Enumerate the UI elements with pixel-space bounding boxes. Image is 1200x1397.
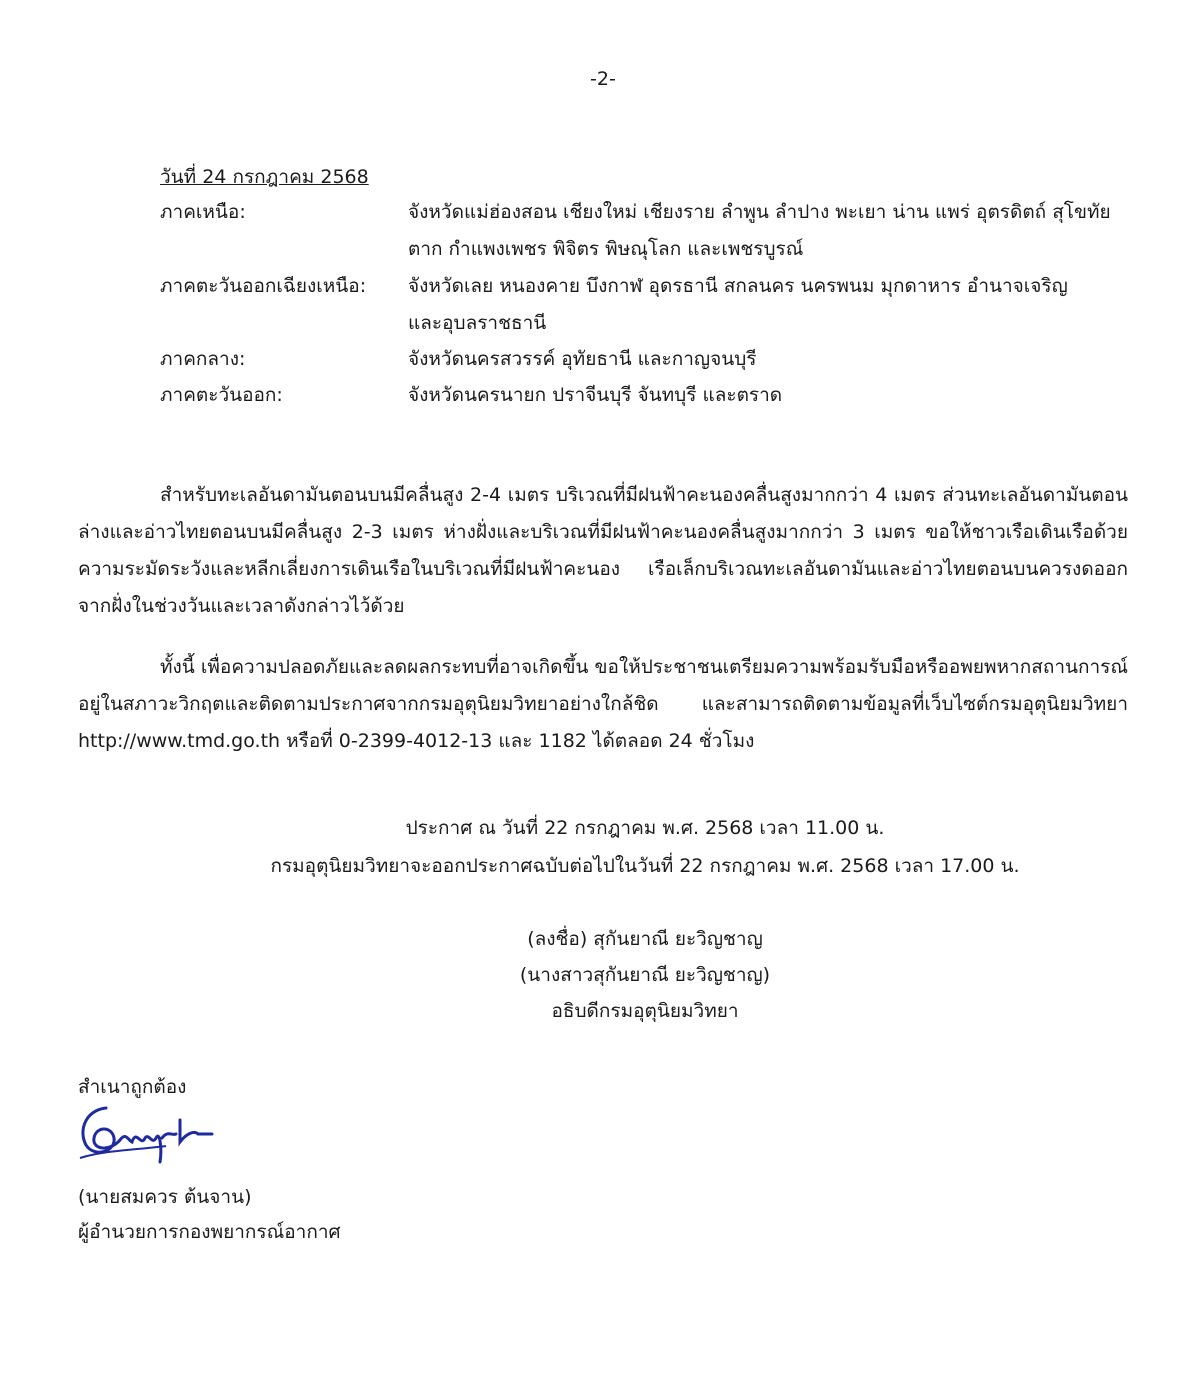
handwritten-signature bbox=[76, 1100, 221, 1166]
announcement-issued: ประกาศ ณ วันที่ 22 กรกฎาคม พ.ศ. 2568 เวลา 11.00 น. bbox=[405, 817, 885, 839]
region-provinces: และอุบลราชธานี bbox=[408, 312, 547, 334]
certified-title: ผู้อำนวยการกองพยากรณ์อากาศ bbox=[78, 1221, 341, 1243]
safety-paragraph: ทั้งนี้ เพื่อความปลอดภัยและลดผลกระทบที่อาจเกิดขึ้น ขอให้ประชาชนเตรียมความพร้อมรับมือหรืออพยพหากสถานการณ์อยู่ในสภาวะวิกฤตและติดตามประกาศจากกรมอุตุนิยมวิทยาอย่างใกล้ชิด และสามารถติดตามข้อมูลที่เว็บไซต์กรมอุตุนิยมวิทยา http://www.tmd.go.th หรือที่ 0-2399-4012-13 และ 1182 ได้ตลอด 24 ชั่วโมง bbox=[78, 656, 1128, 752]
region-label-central: ภาคกลาง: bbox=[160, 348, 246, 370]
region-provinces: ตาก กำแพงเพชร พิจิตร พิษณุโลก และเพชรบูรณ์ bbox=[408, 238, 804, 260]
announcement-next: กรมอุตุนิยมวิทยาจะออกประกาศฉบับต่อไปในวันที่ 22 กรกฎาคม พ.ศ. 2568 เวลา 17.00 น. bbox=[270, 855, 1020, 877]
certified-name: (นายสมควร ต้นจาน) bbox=[78, 1186, 252, 1208]
date-heading: วันที่ 24 กรกฎาคม 2568 bbox=[160, 166, 369, 188]
signatory-title: อธิบดีกรมอุตุนิยมวิทยา bbox=[551, 1000, 739, 1022]
region-label-north: ภาคเหนือ: bbox=[160, 201, 246, 223]
sea-warning-paragraph: สำหรับทะเลอันดามันตอนบนมีคลื่นสูง 2-4 เมตร บริเวณที่มีฝนฟ้าคะนองคลื่นสูงมากกว่า 4 เมตร ส่วนทะเลอันดามันตอนล่างและอ่าวไทยตอนบนมีคลื่นสูง 2-3 เมตร ห่างฝั่งและบริเวณที่มีฝนฟ้าคะนองคลื่นสูงมากกว่า 3 เมตร ขอให้ชาวเรือเดินเรือด้วยความระมัดระวังและหลีกเลี่ยงการเดินเรือในบริเวณที่มีฝนฟ้าคะนอง เรือเล็กบริเวณทะเลอันดามันและอ่าวไทยตอนบนควรงดออกจากฝั่งในช่วงวันและเวลาดังกล่าวไว้ด้วย bbox=[78, 484, 1128, 617]
region-provinces: จังหวัดนครนายก ปราจีนบุรี จันทบุรี และตราด bbox=[408, 384, 783, 406]
signatory-name: (นางสาวสุกันยาณี ยะวิญชาญ) bbox=[519, 964, 771, 986]
certified-copy-label: สำเนาถูกต้อง bbox=[78, 1076, 187, 1098]
region-label-northeast: ภาคตะวันออกเฉียงเหนือ: bbox=[160, 275, 367, 297]
signatory-signed: (ลงชื่อ) สุกันยาณี ยะวิญชาญ bbox=[527, 928, 763, 950]
region-label-east: ภาคตะวันออก: bbox=[160, 384, 283, 406]
region-provinces: จังหวัดเลย หนองคาย บึงกาฬ อุดรธานี สกลนคร นครพนม มุกดาหาร อำนาจเจริญ bbox=[408, 275, 1068, 297]
page-number: -2- bbox=[590, 68, 616, 90]
region-provinces: จังหวัดแม่ฮ่องสอน เชียงใหม่ เชียงราย ลำพูน ลำปาง พะเยา น่าน แพร่ อุตรดิตถ์ สุโขทัย bbox=[408, 201, 1111, 223]
region-provinces: จังหวัดนครสวรรค์ อุทัยธานี และกาญจนบุรี bbox=[408, 348, 757, 370]
